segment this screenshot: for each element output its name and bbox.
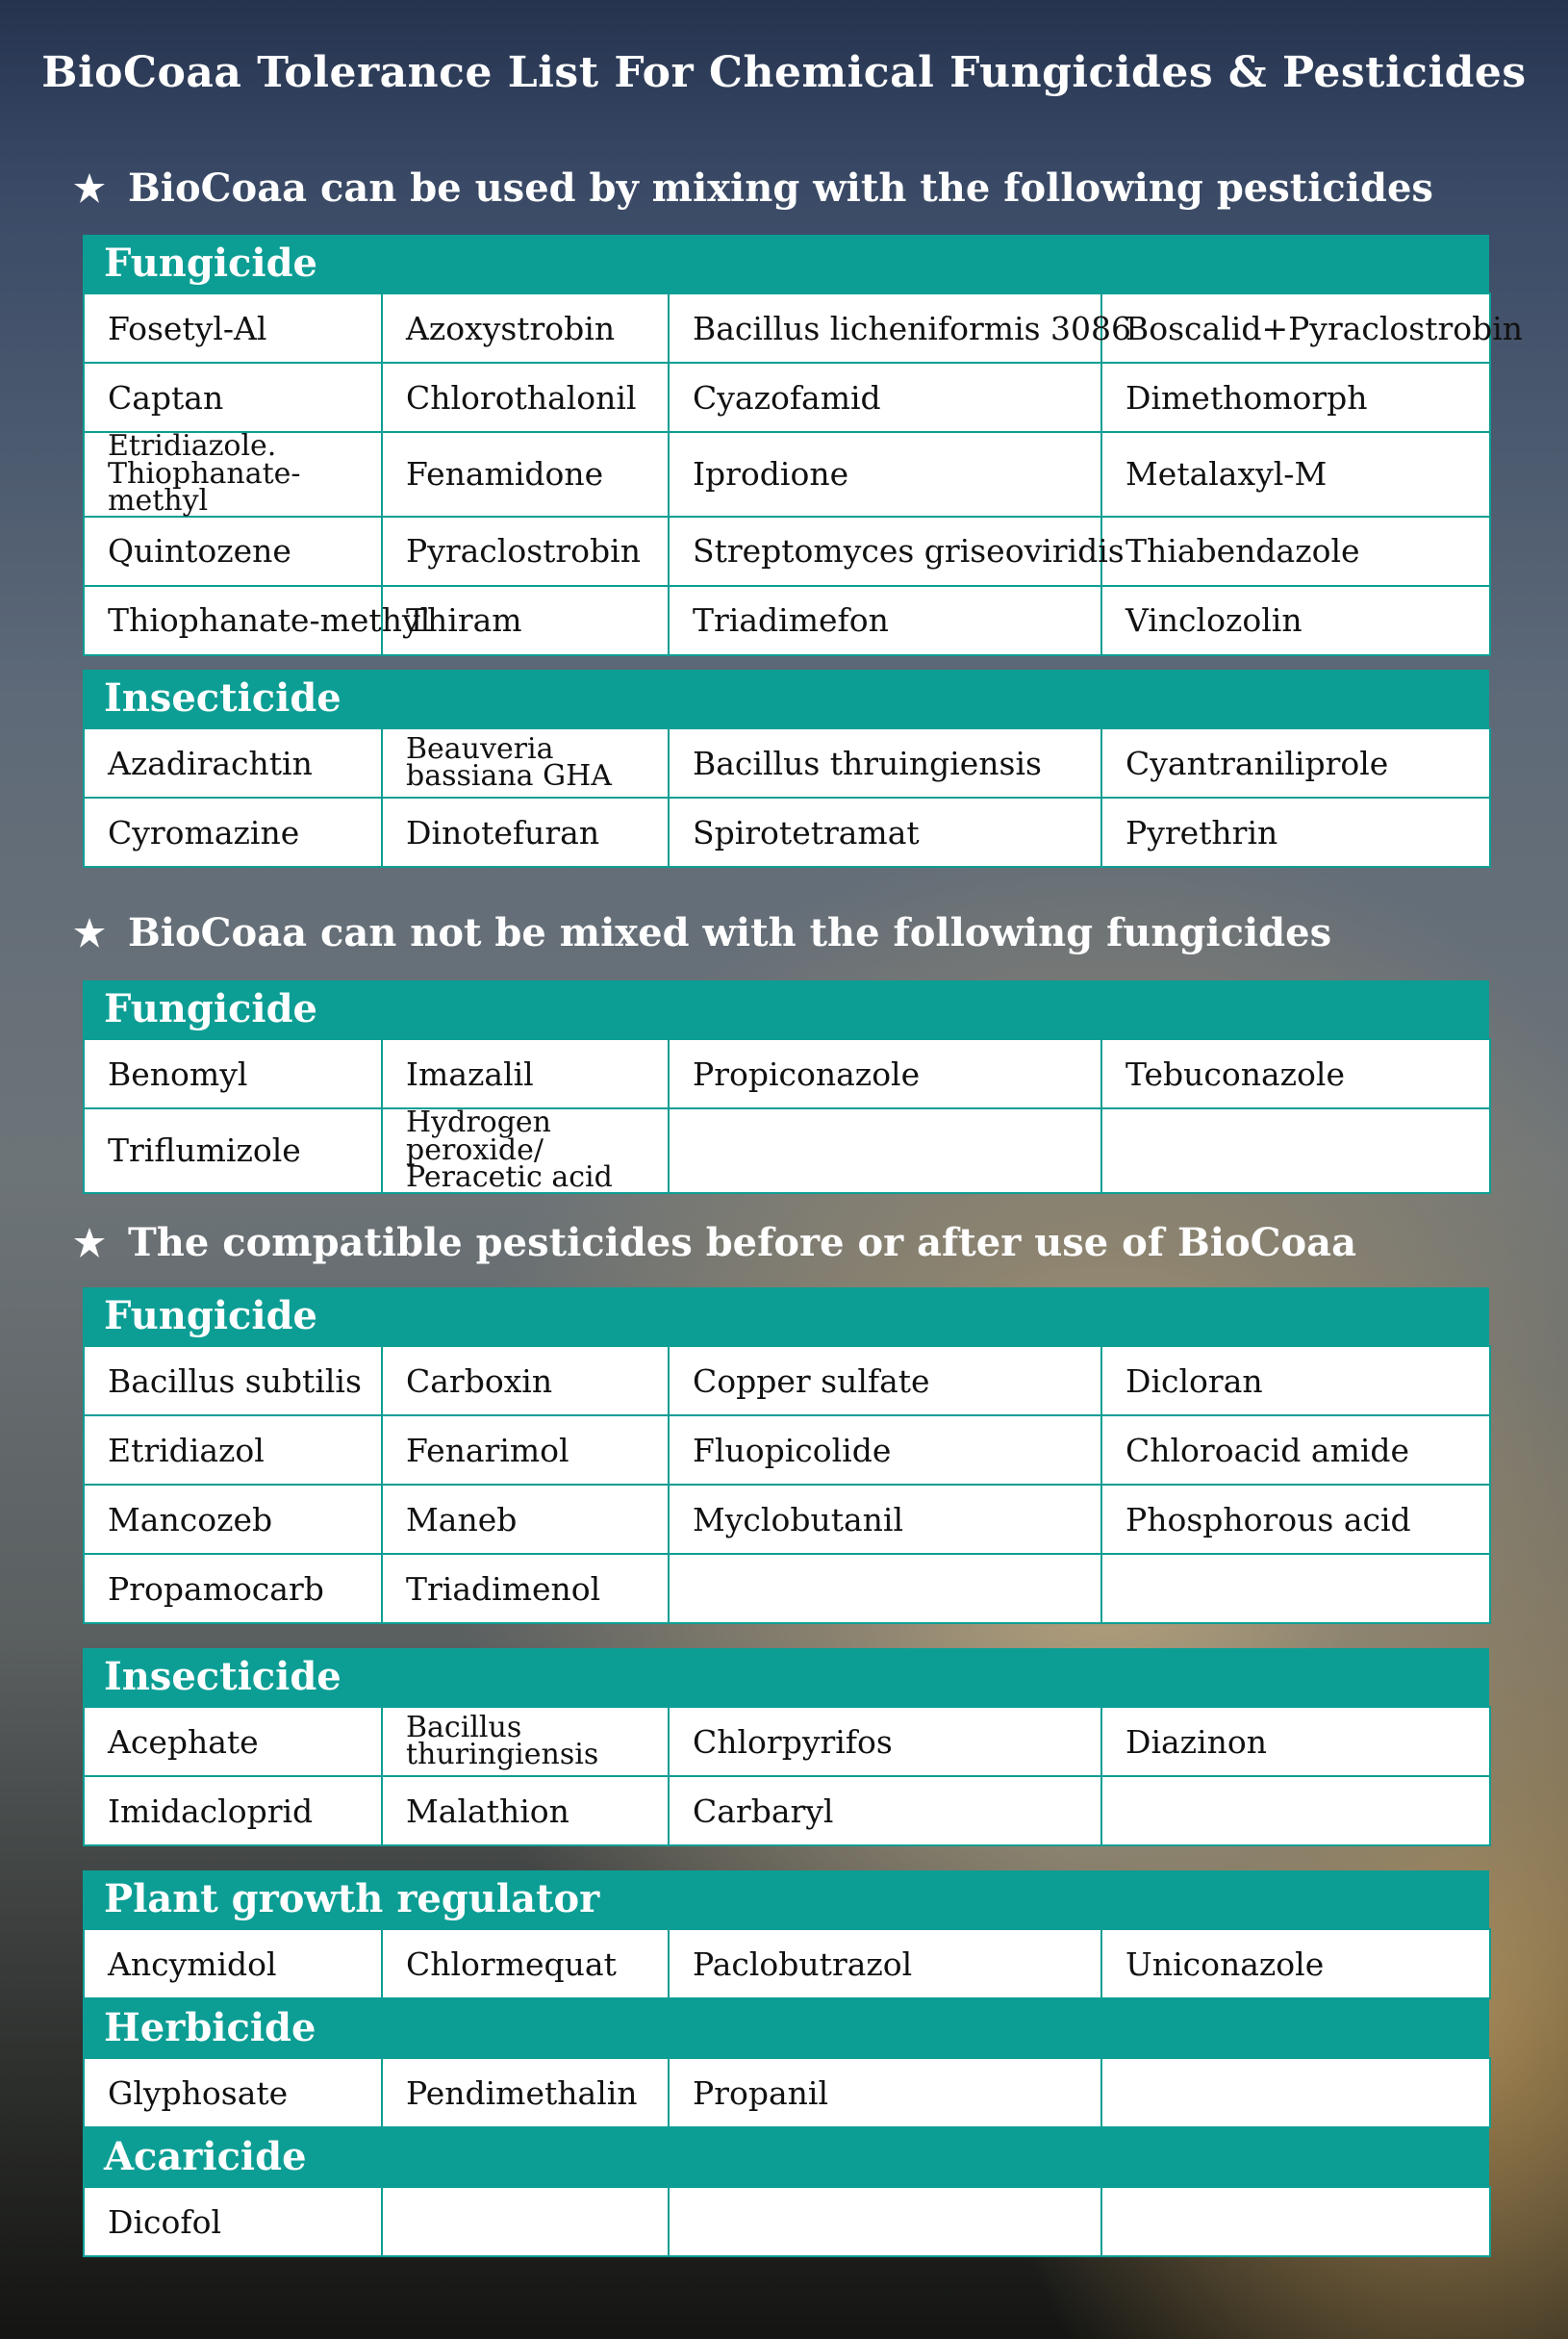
table-row — [84, 1485, 1490, 1554]
table-cell: Etridiazole. Thiophanate-methyl — [84, 432, 382, 517]
table-cell: Imidacloprid — [84, 1776, 382, 1845]
table-cell: Triadimenol — [382, 1554, 669, 1623]
table-row — [84, 363, 1490, 432]
table-cell: Cyantraniliprole — [1101, 728, 1490, 798]
table-cell: Chlorothalonil — [382, 363, 669, 432]
table-cell: Mancozeb — [84, 1485, 382, 1554]
table-cell: Chloroacid amide — [1101, 1415, 1490, 1485]
fungicide-table — [83, 1345, 1491, 1624]
group-header-herbicide: Herbicide — [83, 1999, 1489, 2057]
table-cell: Imazalil — [382, 1039, 669, 1108]
group-header-insecticide: Insecticide — [83, 670, 1489, 727]
section-heading-text: BioCoaa can not be mixed with the following fungicides — [128, 910, 1332, 955]
table-cell: Bacillus subtilis — [84, 1346, 382, 1415]
table-cell: Copper sulfate — [669, 1346, 1101, 1415]
table-cell: Dicloran — [1101, 1346, 1490, 1415]
group-header-fungicide: Fungicide — [83, 980, 1489, 1038]
table-cell: Malathion — [382, 1776, 669, 1845]
group-compatible-other — [83, 1870, 1489, 2257]
table-cell — [1101, 2187, 1490, 2256]
page-title: BioCoaa Tolerance List For Chemical Fungicides & Pesticides — [41, 48, 1527, 97]
table-row — [84, 1554, 1490, 1623]
star-icon — [72, 916, 107, 951]
table-cell: Carbaryl — [669, 1776, 1101, 1845]
acaricide-table — [83, 2186, 1491, 2257]
fungicide-table — [83, 292, 1524, 656]
section-heading-compatible — [72, 1220, 1356, 1265]
table-cell: Fosetyl-Al — [84, 293, 382, 363]
table-cell — [669, 1108, 1101, 1193]
table-cell: Glyphosate — [84, 2058, 382, 2127]
table-cell: Fenarimol — [382, 1415, 669, 1485]
table-cell: Metalaxyl-M — [1101, 432, 1490, 517]
table-row — [84, 1415, 1490, 1485]
table-cell — [669, 1554, 1101, 1623]
table-cell — [1101, 1776, 1490, 1845]
table-row — [84, 1707, 1490, 1776]
table-cell: Chlorpyrifos — [669, 1707, 1101, 1776]
table-cell: Azadirachtin — [84, 728, 382, 798]
table-row — [84, 1346, 1490, 1415]
star-icon — [72, 1226, 107, 1260]
group-header-fungicide: Fungicide — [83, 1287, 1489, 1345]
table-cell — [1101, 1554, 1490, 1623]
table-cell: Diazinon — [1101, 1707, 1490, 1776]
table-cell: Dicofol — [84, 2187, 382, 2256]
table-row — [84, 293, 1490, 363]
group-header-acaricide: Acaricide — [83, 2128, 1489, 2186]
table-cell — [1101, 1108, 1490, 1193]
table-row — [84, 2058, 1490, 2127]
table-cell: Benomyl — [84, 1039, 382, 1108]
table-row — [84, 728, 1490, 798]
table-cell: Cyromazine — [84, 798, 382, 867]
table-cell: Thiram — [382, 586, 669, 655]
table-row — [84, 517, 1490, 586]
group-not-mixable-fungicide — [83, 980, 1489, 1194]
table-cell: Fluopicolide — [669, 1415, 1101, 1485]
table-cell: Dinotefuran — [382, 798, 669, 867]
table-row — [84, 1776, 1490, 1845]
table-cell: Thiophanate-methyl — [84, 586, 382, 655]
table-cell: Vinclozolin — [1101, 586, 1490, 655]
table-cell: Iprodione — [669, 432, 1101, 517]
table-row — [84, 798, 1490, 867]
table-cell: Chlormequat — [382, 1929, 669, 1998]
table-cell: Boscalid+Pyraclostrobin — [1101, 293, 1490, 363]
table-cell: Bacillus thuringiensis — [382, 1707, 669, 1776]
table-cell: Spirotetramat — [669, 798, 1101, 867]
table-cell: Bacillus thruingiensis — [669, 728, 1101, 798]
insecticide-table — [83, 727, 1491, 868]
group-compatible-insecticide — [83, 1648, 1489, 1846]
table-row — [84, 1929, 1490, 1998]
table-cell: Pyrethrin — [1101, 798, 1490, 867]
group-compatible-fungicide — [83, 1287, 1489, 1624]
table-cell: Cyazofamid — [669, 363, 1101, 432]
table-row — [84, 1039, 1490, 1108]
table-cell: Captan — [84, 363, 382, 432]
table-row — [84, 432, 1490, 517]
group-mixable-insecticide — [83, 670, 1489, 868]
group-header-fungicide: Fungicide — [83, 235, 1489, 292]
star-icon — [72, 171, 107, 206]
table-cell: Myclobutanil — [669, 1485, 1101, 1554]
section-heading-text: The compatible pesticides before or after use of BioCoaa — [128, 1220, 1357, 1265]
table-cell: Maneb — [382, 1485, 669, 1554]
table-cell: Fenamidone — [382, 432, 669, 517]
table-cell: Ancymidol — [84, 1929, 382, 1998]
fungicide-table — [83, 1038, 1491, 1194]
table-cell — [382, 2187, 669, 2256]
table-cell: Propamocarb — [84, 1554, 382, 1623]
table-cell: Pyraclostrobin — [382, 517, 669, 586]
table-row — [84, 586, 1490, 655]
table-cell: Acephate — [84, 1707, 382, 1776]
plant-growth-regulator-table — [83, 1928, 1491, 1999]
table-row — [84, 1108, 1490, 1193]
table-cell — [669, 2187, 1101, 2256]
section-heading-text: BioCoaa can be used by mixing with the following pesticides — [128, 165, 1433, 211]
table-cell: Phosphorous acid — [1101, 1485, 1490, 1554]
table-cell: Paclobutrazol — [669, 1929, 1101, 1998]
group-header-plant-growth-regulator: Plant growth regulator — [83, 1870, 1489, 1928]
table-cell: Azoxystrobin — [382, 293, 669, 363]
table-cell: Triflumizole — [84, 1108, 382, 1193]
table-cell: Beauveria bassiana GHA — [382, 728, 669, 798]
table-cell: Thiabendazole — [1101, 517, 1490, 586]
table-cell: Bacillus licheniformis 3086 — [669, 293, 1101, 363]
section-heading-mixable — [72, 165, 1433, 211]
table-cell: Uniconazole — [1101, 1929, 1490, 1998]
table-row — [84, 2187, 1490, 2256]
table-cell: Triadimefon — [669, 586, 1101, 655]
table-cell: Etridiazol — [84, 1415, 382, 1485]
table-cell: Streptomyces griseoviridis — [669, 517, 1101, 586]
table-cell — [1101, 2058, 1490, 2127]
table-cell: Carboxin — [382, 1346, 669, 1415]
table-cell: Propiconazole — [669, 1039, 1101, 1108]
table-cell: Tebuconazole — [1101, 1039, 1490, 1108]
table-cell: Hydrogen peroxide/ Peracetic acid — [382, 1108, 669, 1193]
herbicide-table — [83, 2057, 1491, 2128]
group-header-insecticide: Insecticide — [83, 1648, 1489, 1706]
insecticide-table — [83, 1706, 1491, 1846]
group-mixable-fungicide — [83, 235, 1524, 656]
section-heading-not-mixable — [72, 910, 1331, 955]
table-cell: Dimethomorph — [1101, 363, 1490, 432]
table-cell: Propanil — [669, 2058, 1101, 2127]
table-cell: Pendimethalin — [382, 2058, 669, 2127]
table-cell: Quintozene — [84, 517, 382, 586]
